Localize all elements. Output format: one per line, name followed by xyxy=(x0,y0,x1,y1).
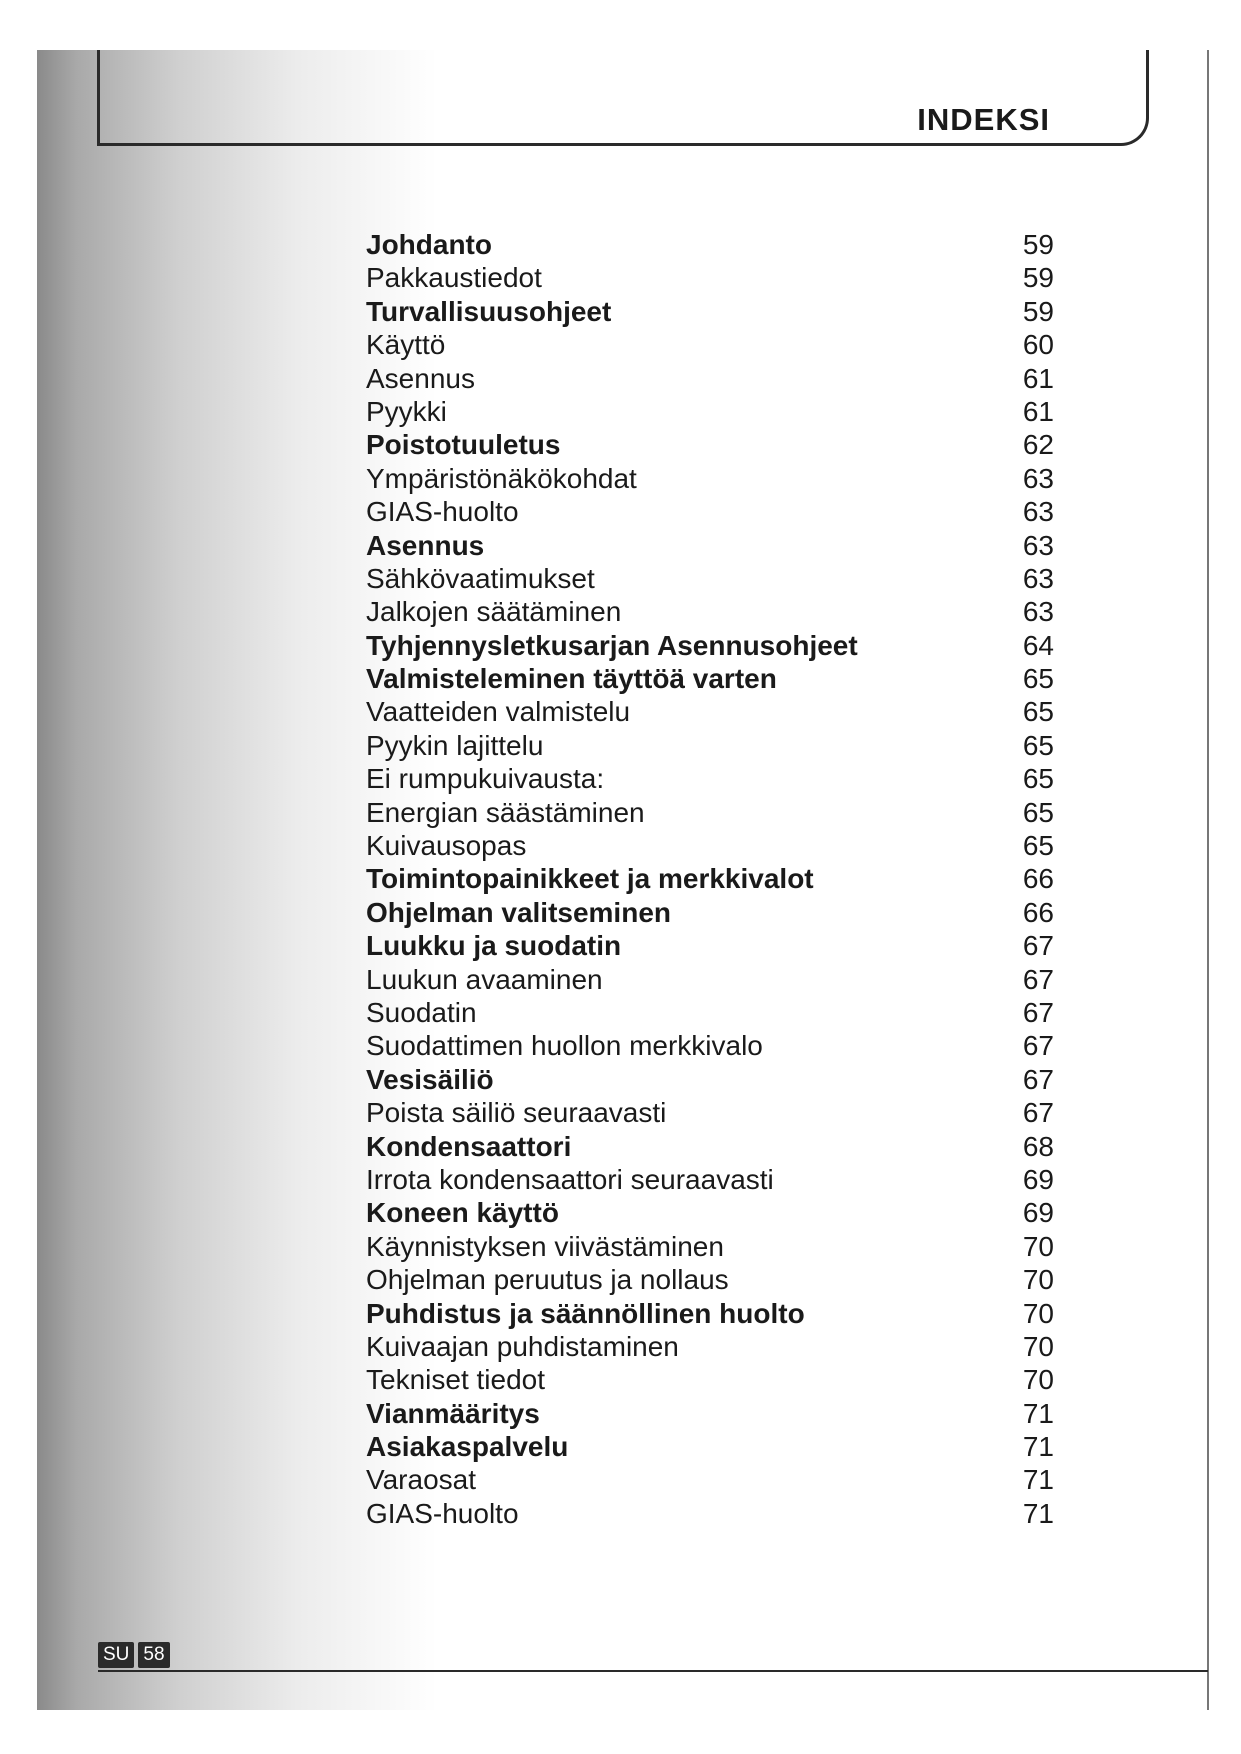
toc-entry-page-number: 64 xyxy=(1022,629,1054,661)
toc-entry-page-number: 70 xyxy=(1022,1264,1054,1296)
toc-entry-page-number: 65 xyxy=(1022,796,1054,828)
toc-entry[interactable] xyxy=(366,896,1054,929)
toc-entry[interactable] xyxy=(366,562,1054,595)
toc-entry-label: Kondensaattori xyxy=(366,1130,572,1162)
toc-entry-page-number: 59 xyxy=(1022,295,1054,327)
toc-entry[interactable] xyxy=(366,1230,1054,1263)
toc-entry-page-number: 63 xyxy=(1022,496,1054,528)
toc-entry-label: Valmisteleminen täyttöä varten xyxy=(366,663,777,695)
toc-entry[interactable] xyxy=(366,295,1054,328)
toc-entry-label: Vaatteiden valmistelu xyxy=(366,696,631,728)
toc-entry-page-number: 70 xyxy=(1022,1230,1054,1262)
toc-entry-page-number: 60 xyxy=(1022,329,1054,361)
toc-entry-page-number: 63 xyxy=(1022,562,1054,594)
toc-entry-label: Poista säiliö seuraavasti xyxy=(366,1097,667,1129)
toc-entry-label: Ei rumpukuivausta: xyxy=(366,763,605,795)
toc-entry[interactable] xyxy=(366,662,1054,695)
toc-entry-label: Luukun avaaminen xyxy=(366,963,603,995)
toc-entry[interactable] xyxy=(366,996,1054,1029)
toc-entry-page-number: 67 xyxy=(1022,1097,1054,1129)
toc-entry-label: Pakkaustiedot xyxy=(366,262,542,294)
toc-entry-page-number: 71 xyxy=(1022,1464,1054,1496)
toc-entry[interactable] xyxy=(366,495,1054,528)
toc-entry[interactable] xyxy=(366,762,1054,795)
toc-entry-label: Tekniset tiedot xyxy=(366,1364,545,1396)
toc-entry[interactable] xyxy=(366,796,1054,829)
toc-entry[interactable] xyxy=(366,695,1054,728)
toc-entry-label: Jalkojen säätäminen xyxy=(366,596,622,628)
toc-entry[interactable] xyxy=(366,829,1054,862)
toc-entry[interactable] xyxy=(366,362,1054,395)
toc-entry-page-number: 62 xyxy=(1022,429,1054,461)
toc-entry-page-number: 70 xyxy=(1022,1330,1054,1362)
toc-entry[interactable] xyxy=(366,1430,1054,1463)
toc-entry[interactable] xyxy=(366,228,1054,261)
toc-entry-page-number: 65 xyxy=(1022,763,1054,795)
toc-entry-page-number: 71 xyxy=(1022,1431,1054,1463)
toc-entry-page-number: 68 xyxy=(1022,1130,1054,1162)
toc-entry-page-number: 67 xyxy=(1022,1030,1054,1062)
toc-entry[interactable] xyxy=(366,1029,1054,1062)
toc-entry-label: Ohjelman valitseminen xyxy=(366,896,671,928)
toc-entry-page-number: 67 xyxy=(1022,930,1054,962)
toc-entry[interactable] xyxy=(366,1497,1054,1530)
toc-entry-page-number: 69 xyxy=(1022,1197,1054,1229)
toc-entry-page-number: 70 xyxy=(1022,1297,1054,1329)
toc-entry[interactable] xyxy=(366,428,1054,461)
toc-entry[interactable] xyxy=(366,963,1054,996)
toc-entry[interactable] xyxy=(366,261,1054,294)
toc-entry-label: Kuivausopas xyxy=(366,830,527,862)
toc-entry-label: Tyhjennysletkusarjan Asennusohjeet xyxy=(366,629,858,661)
toc-entry[interactable] xyxy=(366,929,1054,962)
toc-entry-label: Ympäristönäkökohdat xyxy=(366,462,637,494)
toc-entry-label: GIAS-huolto xyxy=(366,496,519,528)
toc-entry-page-number: 61 xyxy=(1022,395,1054,427)
toc-entry-label: Suodatin xyxy=(366,996,477,1028)
toc-entry-label: Käyttö xyxy=(366,329,446,361)
toc-entry-label: Vianmääritys xyxy=(366,1397,540,1429)
toc-entry-label: Vesisäiliö xyxy=(366,1063,494,1095)
toc-entry-page-number: 63 xyxy=(1022,529,1054,561)
toc-entry[interactable] xyxy=(366,1330,1054,1363)
toc-entry-page-number: 67 xyxy=(1022,963,1054,995)
toc-entry-label: Johdanto xyxy=(366,229,492,260)
toc-entry-page-number: 66 xyxy=(1022,896,1054,928)
toc-entry-label: Suodattimen huollon merkkivalo xyxy=(366,1030,763,1062)
toc-entry[interactable] xyxy=(366,395,1054,428)
toc-entry-page-number: 63 xyxy=(1022,462,1054,494)
toc-entry-page-number: 65 xyxy=(1022,729,1054,761)
toc-entry-page-number: 63 xyxy=(1022,596,1054,628)
toc-entry[interactable] xyxy=(366,595,1054,628)
toc-entry-page-number: 59 xyxy=(1022,262,1054,294)
toc-entry-label: Asennus xyxy=(366,362,475,394)
toc-entry-label: Toimintopainikkeet ja merkkivalot xyxy=(366,863,814,895)
page-number-badge: 58 xyxy=(138,1642,169,1668)
toc-entry[interactable] xyxy=(366,529,1054,562)
toc-entry[interactable] xyxy=(366,462,1054,495)
toc-entry-label: Pyykin lajittelu xyxy=(366,729,544,761)
page-title: INDEKSI xyxy=(917,102,1050,137)
toc-entry-label: Ohjelman peruutus ja nollaus xyxy=(366,1264,729,1296)
toc-entry-label: Energian säästäminen xyxy=(366,796,645,828)
footer-page-label xyxy=(98,1642,170,1668)
toc-entry-label: Turvallisuusohjeet xyxy=(366,295,612,327)
toc-entry-label: Varaosat xyxy=(366,1464,476,1496)
toc-entry[interactable] xyxy=(366,1463,1054,1496)
toc-entry-label: Kuivaajan puhdistaminen xyxy=(366,1330,679,1362)
toc-entry-label: Puhdistus ja säännöllinen huolto xyxy=(366,1297,805,1329)
language-code-badge: SU xyxy=(98,1642,134,1668)
toc-entry[interactable] xyxy=(366,1163,1054,1196)
right-edge-rule xyxy=(1207,50,1209,1710)
toc-entry-page-number: 59 xyxy=(1022,229,1054,260)
toc-entry-page-number: 71 xyxy=(1022,1497,1054,1529)
toc-entry-page-number: 66 xyxy=(1022,863,1054,895)
toc-entry-label: Sähkövaatimukset xyxy=(366,562,595,594)
toc-entry-page-number: 61 xyxy=(1022,362,1054,394)
toc-entry[interactable] xyxy=(366,629,1054,662)
toc-entry[interactable] xyxy=(366,1196,1054,1229)
toc-entry-label: Käynnistyksen viivästäminen xyxy=(366,1230,724,1262)
toc-entry-label: Irrota kondensaattori seuraavasti xyxy=(366,1163,774,1195)
table-of-contents xyxy=(366,228,1054,1530)
toc-entry[interactable] xyxy=(366,1130,1054,1163)
toc-entry-label: Luukku ja suodatin xyxy=(366,930,622,962)
toc-entry-label: Asiakaspalvelu xyxy=(366,1431,569,1463)
footer-rule xyxy=(98,1670,1208,1672)
toc-entry[interactable] xyxy=(366,1297,1054,1330)
toc-entry-label: Koneen käyttö xyxy=(366,1197,559,1229)
toc-entry-page-number: 65 xyxy=(1022,663,1054,695)
toc-entry[interactable] xyxy=(366,1096,1054,1129)
toc-entry[interactable] xyxy=(366,328,1054,361)
toc-entry-page-number: 70 xyxy=(1022,1364,1054,1396)
toc-entry[interactable] xyxy=(366,862,1054,895)
toc-entry-page-number: 67 xyxy=(1022,1063,1054,1095)
toc-entry[interactable] xyxy=(366,1363,1054,1396)
toc-entry-page-number: 67 xyxy=(1022,996,1054,1028)
toc-entry-label: Asennus xyxy=(366,529,485,561)
toc-entry-page-number: 71 xyxy=(1022,1397,1054,1429)
toc-entry[interactable] xyxy=(366,1397,1054,1430)
toc-entry-page-number: 65 xyxy=(1022,696,1054,728)
toc-entry[interactable] xyxy=(366,1263,1054,1296)
toc-entry-label: Poistotuuletus xyxy=(366,429,561,461)
toc-entry[interactable] xyxy=(366,729,1054,762)
toc-entry-label: GIAS-huolto xyxy=(366,1497,519,1529)
toc-entry-page-number: 65 xyxy=(1022,830,1054,862)
toc-entry-page-number: 69 xyxy=(1022,1163,1054,1195)
toc-entry-label: Pyykki xyxy=(366,395,447,427)
toc-entry[interactable] xyxy=(366,1063,1054,1096)
